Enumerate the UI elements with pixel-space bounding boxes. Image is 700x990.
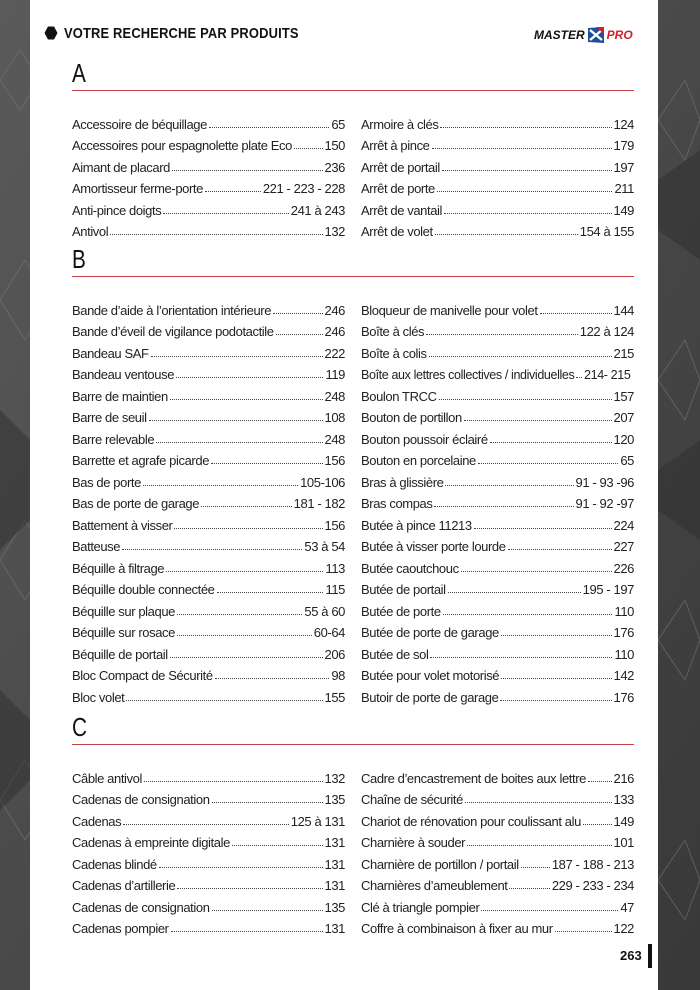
entry-pages: 110 <box>614 603 634 619</box>
entry-name: Butée pour volet motorisé <box>361 668 500 683</box>
dot-leader <box>212 910 323 911</box>
entry-pages: 125 à 131 <box>290 813 345 829</box>
entry-name: Coffre à combinaison à fixer au mur <box>361 921 553 936</box>
index-entry <box>72 829 345 851</box>
index-entry <box>72 468 345 490</box>
dot-leader <box>508 549 612 550</box>
entry-name: Béquille à filtrage <box>72 560 165 576</box>
dot-leader <box>474 528 612 529</box>
entry-pages: 187 - 188 - 213 <box>551 856 634 872</box>
entry-pages: 157 <box>613 388 634 404</box>
entry-pages: 119 <box>325 367 345 382</box>
entry-name: Anti-pince doigts <box>72 202 162 218</box>
entry-name: Bande d’aide à l’orientation intérieure <box>72 302 272 318</box>
dot-leader <box>177 635 312 636</box>
dot-leader <box>439 399 612 400</box>
entry-name: Cadenas de consignation <box>72 899 210 915</box>
entry-name: Cadenas de consignation <box>72 792 210 807</box>
dot-leader <box>170 399 323 400</box>
entry-name: Butée de sol <box>361 646 429 662</box>
entry-pages: 47 <box>620 899 634 915</box>
dot-leader <box>215 678 330 679</box>
entry-pages: 248 <box>324 431 345 447</box>
column-a-right <box>361 110 634 239</box>
dot-leader <box>163 213 288 214</box>
dot-leader <box>432 148 612 149</box>
index-entry <box>72 850 345 872</box>
entry-name: Clé à triangle pompier <box>361 899 480 915</box>
entry-pages: 124 <box>613 116 634 132</box>
dot-leader <box>443 614 613 615</box>
entry-name: Bloqueur de manivelle pour volet <box>361 302 538 318</box>
dot-leader <box>171 931 323 932</box>
entry-pages: 113 <box>325 560 345 576</box>
section-rule-a <box>72 90 634 91</box>
dot-leader <box>509 888 549 889</box>
dot-leader <box>521 867 550 868</box>
entry-pages: 236 <box>324 159 345 175</box>
dot-leader <box>461 571 612 572</box>
entry-name: Butée à visser porte lourde <box>361 539 506 554</box>
entry-name: Boulon TRCC <box>361 388 437 404</box>
entry-pages: 246 <box>324 302 345 318</box>
entry-pages: 227 <box>613 539 634 554</box>
index-entry <box>361 196 634 218</box>
entry-pages: 248 <box>324 388 345 404</box>
entry-pages: 132 <box>324 770 345 786</box>
index-entry <box>361 296 634 318</box>
entry-pages: 101 <box>613 835 634 850</box>
index-entry <box>72 175 345 197</box>
section-letter-a: A <box>72 58 86 88</box>
section-rule-c <box>72 744 634 745</box>
entry-name: Charnière à souder <box>361 835 466 850</box>
dot-leader <box>464 420 612 421</box>
dot-leader <box>501 635 612 636</box>
dot-leader <box>170 657 323 658</box>
entry-pages: 53 à 54 <box>304 539 345 554</box>
entry-pages: 246 <box>324 324 345 339</box>
dot-leader <box>176 377 323 378</box>
index-entry <box>361 850 634 872</box>
dot-leader <box>467 845 611 846</box>
entry-pages: 197 <box>613 159 634 175</box>
entry-pages: 156 <box>324 517 345 533</box>
logo-pro-text: PRO <box>606 28 633 42</box>
entry-name: Cadre d’encastrement de boites aux lettre <box>361 770 586 786</box>
index-entry <box>72 447 345 469</box>
index-entry <box>72 533 345 555</box>
index-entry <box>72 110 345 132</box>
entry-name: Bande d’éveil de vigilance podotactile <box>72 324 274 339</box>
entry-name: Bouton poussoir éclairé <box>361 431 488 447</box>
entry-name: Accessoire de béquillage <box>72 116 207 132</box>
dot-leader <box>429 356 612 357</box>
entry-name: Accessoires pour espagnolette plate Eco <box>72 138 292 153</box>
index-entry <box>72 576 345 598</box>
index-entry <box>361 425 634 447</box>
entry-name: Charnière de portillon / portail <box>361 856 519 872</box>
dot-leader <box>211 463 322 464</box>
index-entry <box>361 318 634 340</box>
index-entry <box>72 619 345 641</box>
entry-name: Barre de seuil <box>72 410 147 425</box>
entry-pages: 222 <box>324 345 345 361</box>
entry-pages: 115 <box>325 582 345 597</box>
entry-name: Butée de porte de garage <box>361 625 499 640</box>
entry-name: Barrette et agrafe picarde <box>72 453 210 468</box>
entry-pages: 226 <box>613 560 634 576</box>
index-entry <box>72 196 345 218</box>
dot-leader <box>294 148 323 149</box>
entry-pages: 149 <box>613 202 634 218</box>
dot-leader <box>177 614 302 615</box>
entry-pages: 176 <box>613 689 634 705</box>
dot-leader <box>437 191 613 192</box>
entry-name: Butée de portail <box>361 582 446 597</box>
dot-leader <box>205 191 261 192</box>
entry-name: Arrêt à pince <box>361 138 430 153</box>
index-entry <box>72 490 345 512</box>
dot-leader <box>445 485 573 486</box>
column-c-right <box>361 764 634 936</box>
entry-pages: 155 <box>324 689 345 705</box>
index-entry <box>72 872 345 894</box>
entry-pages: 60-64 <box>313 625 345 640</box>
entry-name: Béquille sur rosace <box>72 625 175 640</box>
index-entry <box>72 361 345 383</box>
entry-name: Cadenas <box>72 813 122 829</box>
entry-name: Chaîne de sécurité <box>361 792 463 807</box>
index-entry <box>72 786 345 808</box>
index-entry <box>361 619 634 641</box>
entry-pages: 206 <box>324 646 345 662</box>
entry-name: Béquille de portail <box>72 646 168 662</box>
entry-name: Butée de porte <box>361 603 441 619</box>
entry-name: Armoire à clés <box>361 116 439 132</box>
dot-leader <box>430 657 612 658</box>
index-entry <box>361 829 634 851</box>
dot-leader <box>465 802 612 803</box>
dot-leader <box>166 571 323 572</box>
entry-name: Battement à visser <box>72 517 173 533</box>
dot-leader <box>440 127 611 128</box>
entry-name: Butoir de porte de garage <box>361 689 499 705</box>
entry-name: Amortisseur ferme-porte <box>72 181 203 196</box>
entry-name: Arrêt de volet <box>361 224 433 239</box>
entry-name: Aimant de placard <box>72 159 170 175</box>
index-entry <box>361 640 634 662</box>
entry-pages: 221 - 223 - 228 <box>262 181 345 196</box>
dot-leader <box>273 313 322 314</box>
index-entry <box>72 915 345 937</box>
entry-pages: 65 <box>620 453 634 468</box>
dot-leader <box>156 442 322 443</box>
index-entry <box>361 533 634 555</box>
entry-pages: 179 <box>613 138 634 153</box>
index-entry <box>72 132 345 154</box>
dot-leader <box>448 592 581 593</box>
entry-pages: 144 <box>613 302 634 318</box>
index-entry <box>361 872 634 894</box>
dot-leader <box>434 506 573 507</box>
index-entry <box>361 361 634 383</box>
entry-name: Cadenas à empreinte digitale <box>72 835 230 850</box>
entry-pages: 142 <box>613 668 634 683</box>
entry-name: Boîte à clés <box>361 324 425 339</box>
dot-leader <box>576 377 582 378</box>
entry-pages: 132 <box>324 224 345 239</box>
entry-pages: 135 <box>324 899 345 915</box>
dot-leader <box>442 170 612 171</box>
index-entry <box>361 511 634 533</box>
entry-pages: 65 <box>331 116 345 132</box>
entry-name: Barre relevable <box>72 431 155 447</box>
entry-pages: 91 - 93 -96 <box>575 474 634 490</box>
page-number: 263 <box>620 948 642 963</box>
index-entry <box>72 807 345 829</box>
index-entry <box>361 153 634 175</box>
index-entry <box>72 640 345 662</box>
entry-pages: 133 <box>613 792 634 807</box>
entry-pages: 108 <box>324 410 345 425</box>
entry-name: Arrêt de vantail <box>361 202 443 218</box>
index-entry <box>361 132 634 154</box>
entry-pages: 131 <box>324 921 345 936</box>
dot-leader <box>209 127 329 128</box>
entry-pages: 105-106 <box>300 474 345 490</box>
entry-name: Barre de maintien <box>72 388 168 404</box>
section-rule-b <box>72 276 634 277</box>
entry-pages: 122 <box>613 921 634 936</box>
index-entry <box>72 339 345 361</box>
dot-leader <box>174 528 322 529</box>
dot-leader <box>555 931 612 932</box>
entry-pages: 229 - 233 - 234 <box>551 878 634 893</box>
index-entry <box>72 554 345 576</box>
entry-name: Béquille sur plaque <box>72 603 175 619</box>
index-entry <box>72 404 345 426</box>
entry-pages: 195 - 197 <box>582 582 634 597</box>
index-entry <box>72 382 345 404</box>
index-entry <box>72 511 345 533</box>
entry-name: Bandeau ventouse <box>72 367 175 382</box>
index-entry <box>72 153 345 175</box>
entry-name: Béquille double connectée <box>72 582 215 597</box>
entry-name: Bandeau SAF <box>72 345 149 361</box>
entry-name: Cadenas blindé <box>72 856 157 872</box>
entry-pages: 131 <box>324 835 345 850</box>
index-entry <box>361 447 634 469</box>
dot-leader <box>126 700 322 701</box>
index-entry <box>72 318 345 340</box>
index-entry <box>72 597 345 619</box>
dot-leader <box>276 334 323 335</box>
index-entry <box>361 110 634 132</box>
entry-name: Bouton en porcelaine <box>361 453 476 468</box>
entry-name: Butée caoutchouc <box>361 560 459 576</box>
index-entry <box>361 597 634 619</box>
dot-leader <box>501 678 611 679</box>
entry-name: Chariot de rénovation pour coulissant alu <box>361 813 581 829</box>
dot-leader <box>151 356 323 357</box>
entry-name: Butée à pince 11213 <box>361 517 472 533</box>
entry-pages: 91 - 92 -97 <box>575 496 634 511</box>
dot-leader <box>149 420 323 421</box>
index-entry <box>361 382 634 404</box>
index-entry <box>361 807 634 829</box>
index-entry <box>72 893 345 915</box>
section-letter-b: B <box>72 244 86 274</box>
dot-leader <box>444 213 611 214</box>
entry-name: Antivol <box>72 224 109 239</box>
dot-leader <box>583 824 612 825</box>
dot-leader <box>212 802 323 803</box>
index-entry <box>361 218 634 240</box>
masterpro-logo <box>534 24 633 46</box>
index-entry <box>361 175 634 197</box>
dot-leader <box>123 824 289 825</box>
index-entry <box>72 683 345 705</box>
dot-leader <box>159 867 323 868</box>
entry-name: Charnières d’ameublement <box>361 878 508 893</box>
hexagon-bullet-icon <box>44 26 58 40</box>
entry-pages: 120 <box>613 431 634 447</box>
column-a-left <box>72 110 345 239</box>
dot-leader <box>478 463 618 464</box>
index-entry <box>72 425 345 447</box>
index-entry <box>361 662 634 684</box>
entry-pages: 131 <box>324 856 345 872</box>
entry-pages: 216 <box>613 770 634 786</box>
index-entry <box>361 683 634 705</box>
dot-leader <box>232 845 323 846</box>
dot-leader <box>201 506 292 507</box>
dot-leader <box>426 334 578 335</box>
entry-name: Arrêt de porte <box>361 181 435 196</box>
dot-leader <box>177 888 322 889</box>
dot-leader <box>435 234 578 235</box>
index-entry <box>72 296 345 318</box>
entry-pages: 154 à 155 <box>579 224 634 239</box>
entry-name: Batteuse <box>72 539 121 554</box>
dot-leader <box>143 485 298 486</box>
index-entry <box>361 490 634 512</box>
dot-leader <box>110 234 322 235</box>
entry-name: Boîte aux lettres collectives / individuelles <box>361 367 575 382</box>
entry-name: Bloc volet <box>72 689 125 705</box>
page-number-bar <box>648 944 652 968</box>
index-entry <box>361 339 634 361</box>
entry-pages: 176 <box>613 625 634 640</box>
entry-pages: 181 - 182 <box>293 496 345 511</box>
entry-name: Cadenas d’artillerie <box>72 878 176 893</box>
section-letter-c: C <box>72 712 88 742</box>
header-title: VOTRE RECHERCHE PAR PRODUITS <box>64 24 299 42</box>
entry-name: Bras compas <box>361 496 433 511</box>
entry-pages: 214- 215 <box>584 367 631 382</box>
index-entry <box>361 915 634 937</box>
entry-pages: 211 <box>614 181 634 196</box>
entry-pages: 98 <box>331 668 345 683</box>
index-entry <box>361 893 634 915</box>
entry-name: Bas de porte <box>72 474 141 490</box>
entry-pages: 207 <box>613 410 634 425</box>
logo-master-text: MASTER <box>534 28 585 42</box>
entry-pages: 215 <box>613 345 634 361</box>
column-b-left <box>72 296 345 705</box>
index-entry <box>361 576 634 598</box>
section-header <box>44 22 344 44</box>
index-entry <box>72 662 345 684</box>
entry-name: Arrêt de portail <box>361 159 440 175</box>
entry-pages: 156 <box>324 453 345 468</box>
index-entry <box>361 554 634 576</box>
index-entry <box>72 218 345 240</box>
index-entry <box>361 764 634 786</box>
entry-name: Cadenas pompier <box>72 921 169 936</box>
entry-pages: 110 <box>614 646 634 662</box>
entry-pages: 224 <box>613 517 634 533</box>
dot-leader <box>481 910 618 911</box>
entry-pages: 150 <box>324 138 345 153</box>
dot-leader <box>490 442 612 443</box>
index-entry <box>361 786 634 808</box>
entry-pages: 55 à 60 <box>304 603 345 619</box>
entry-name: Bras à glissière <box>361 474 444 490</box>
index-entry <box>361 468 634 490</box>
entry-pages: 149 <box>613 813 634 829</box>
entry-name: Bloc Compact de Sécurité <box>72 668 213 683</box>
entry-name: Câble antivol <box>72 770 142 786</box>
dot-leader <box>588 781 612 782</box>
index-entry <box>361 404 634 426</box>
dot-leader <box>540 313 612 314</box>
dot-leader <box>217 592 324 593</box>
entry-name: Bouton de portillon <box>361 410 462 425</box>
entry-pages: 131 <box>324 878 345 893</box>
entry-name: Boîte à colis <box>361 345 427 361</box>
dot-leader <box>122 549 302 550</box>
entry-pages: 241 à 243 <box>290 202 345 218</box>
dot-leader <box>144 781 323 782</box>
column-c-left <box>72 764 345 936</box>
dot-leader <box>500 700 611 701</box>
entry-pages: 122 à 124 <box>579 324 634 339</box>
entry-name: Bas de porte de garage <box>72 496 200 511</box>
logo-x-mark-icon <box>586 25 606 45</box>
dot-leader <box>172 170 323 171</box>
column-b-right <box>361 296 634 705</box>
entry-pages: 135 <box>324 792 345 807</box>
index-entry <box>72 764 345 786</box>
